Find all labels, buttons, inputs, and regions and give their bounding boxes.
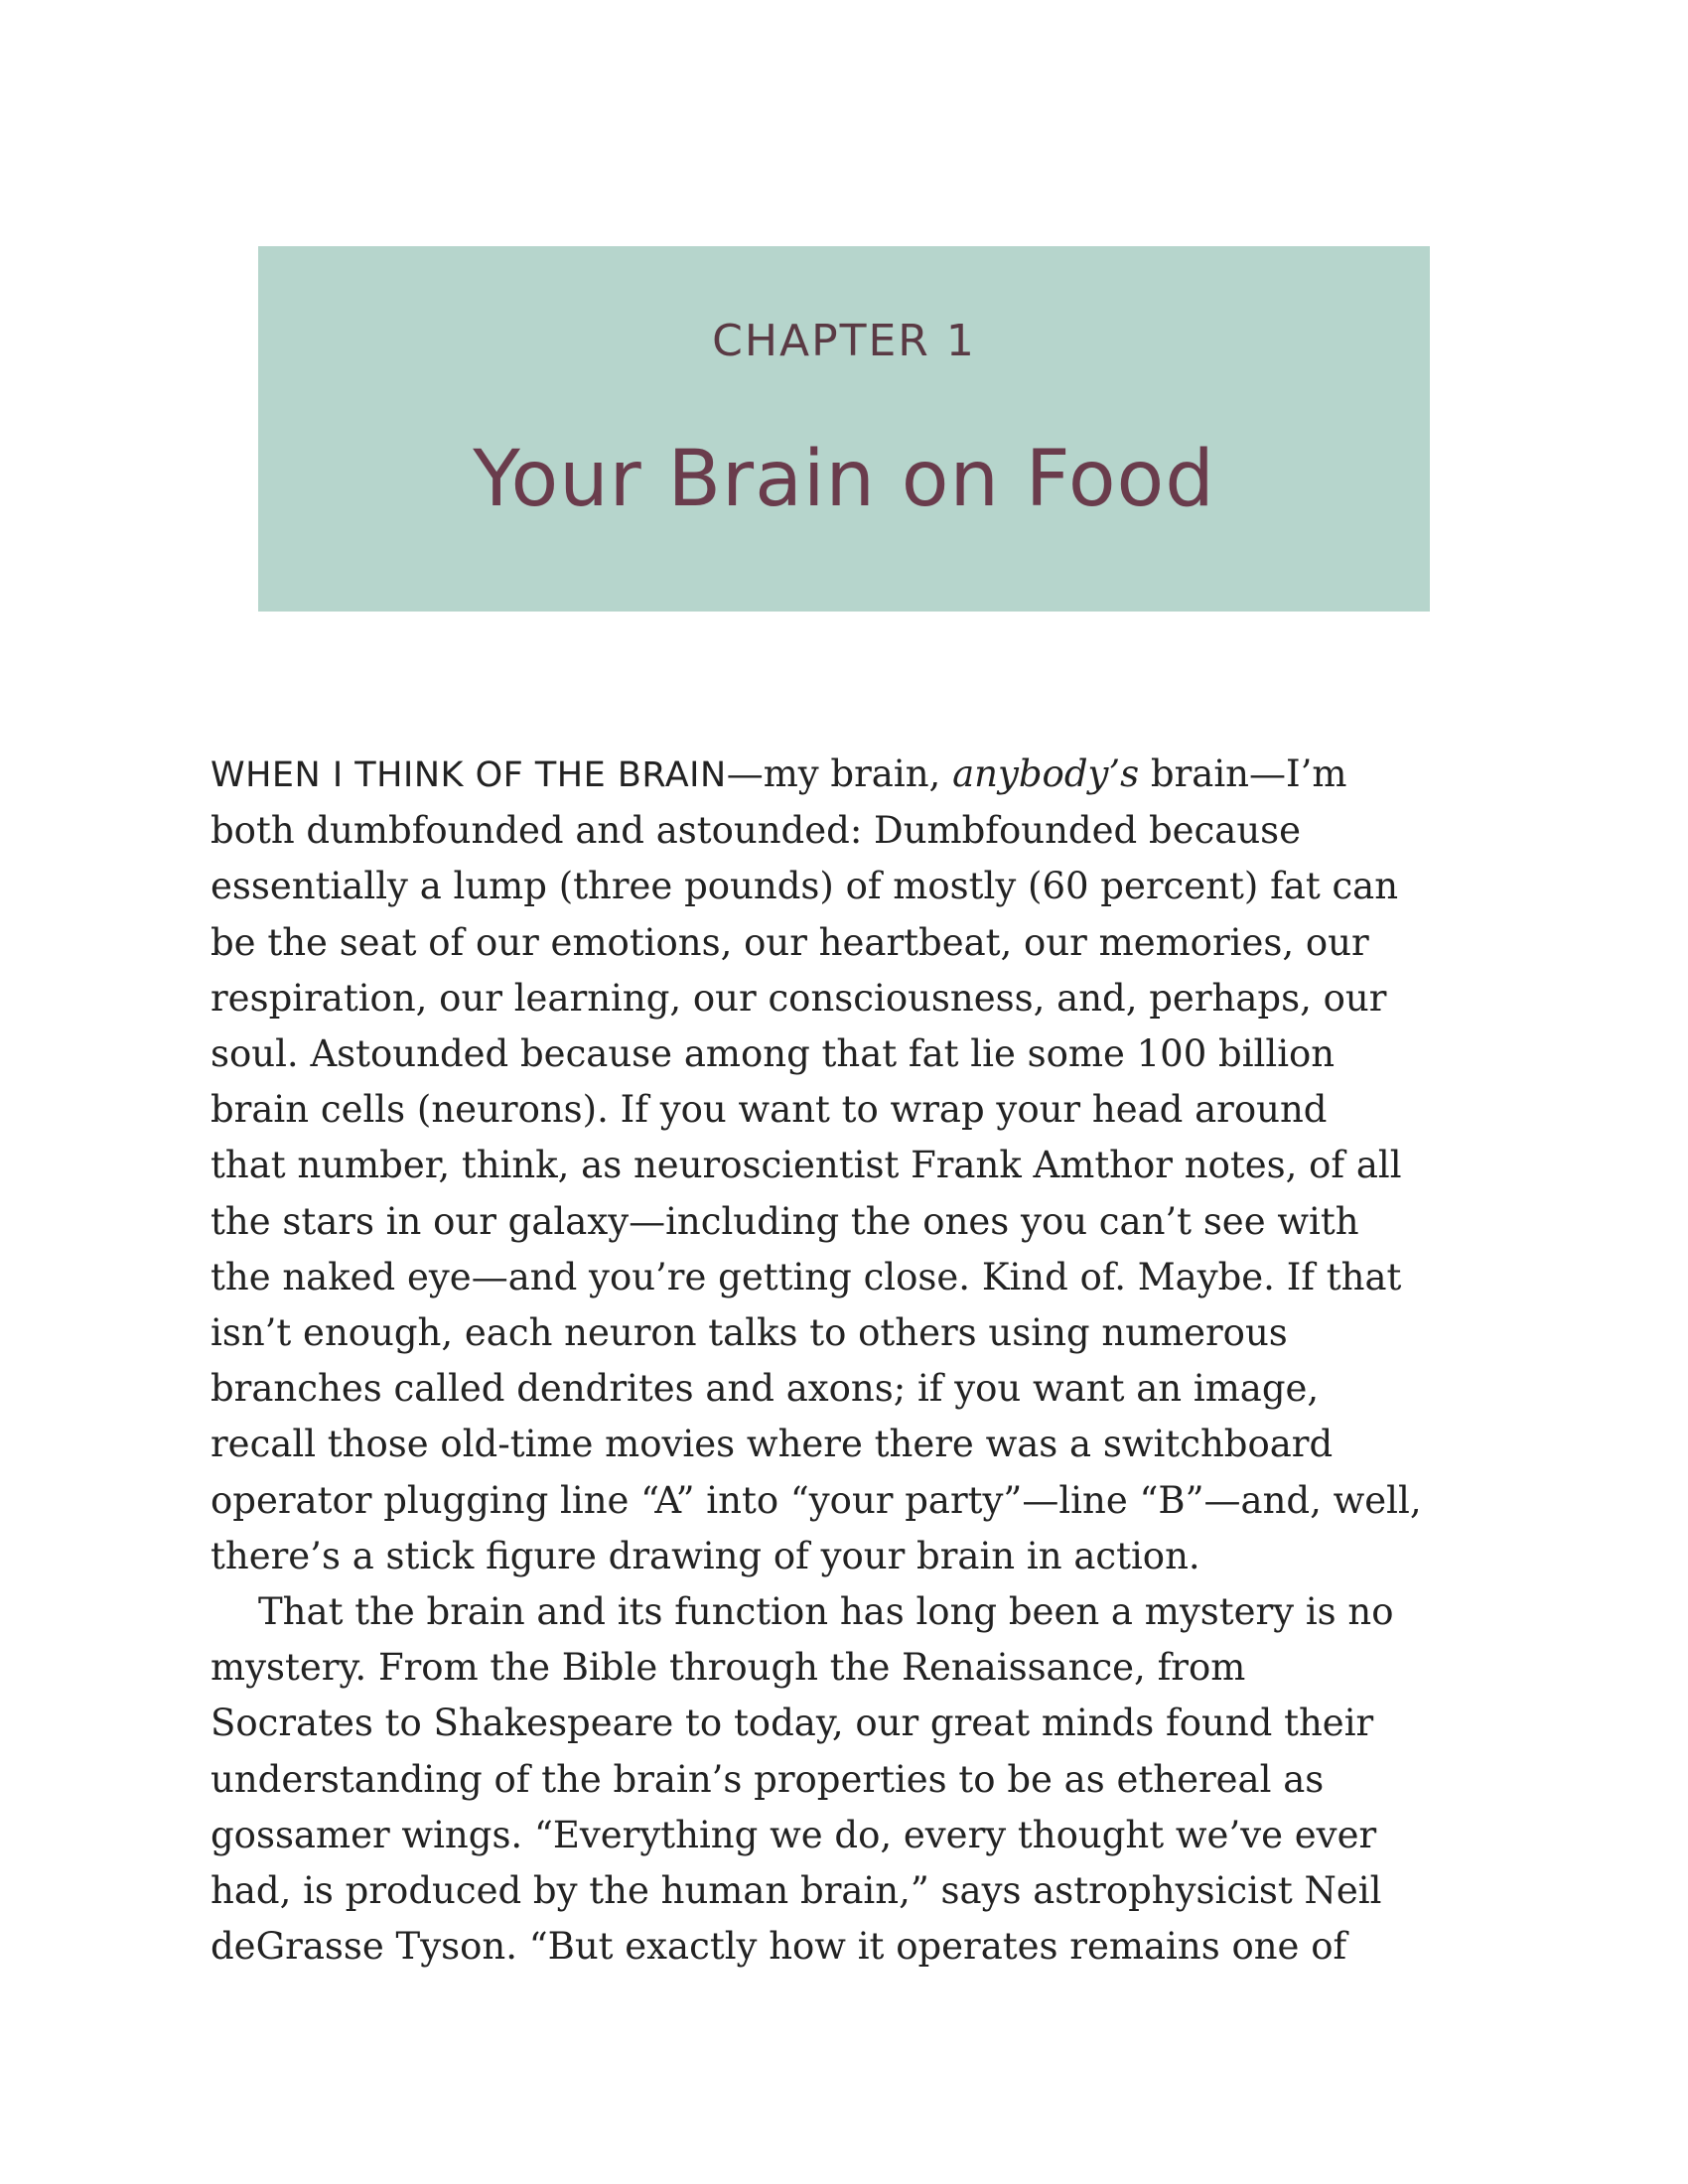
paragraph-1-line: the naked eye—and you’re getting close. Kind of. Maybe. If that: [211, 1255, 1402, 1298]
paragraph-1-line: operator plugging line “A” into “your party”—line “B”—and, well,: [211, 1478, 1422, 1522]
chapter-title: Your Brain on Food: [473, 435, 1215, 524]
text-run: —my brain,: [726, 752, 953, 795]
paragraph-1-line-1: [211, 747, 1481, 803]
paragraph-2-line: had, is produced by the human brain,” says astrophysicist Neil: [211, 1869, 1382, 1913]
paragraph-2-line: mystery. From the Bible through the Renaissance, from: [211, 1646, 1246, 1690]
paragraph-2-line: understanding of the brain’s properties to be as ethereal as: [211, 1757, 1325, 1801]
paragraph-1-line: branches called dendrites and axons; if you want an image,: [211, 1367, 1320, 1411]
lead-in-text: WHEN I THINK OF THE BRAIN: [211, 755, 727, 795]
paragraph-2-line: Socrates to Shakespeare to today, our great minds found their: [211, 1702, 1374, 1745]
paragraph-1-line: be the seat of our emotions, our heartbeat, our memories, our: [211, 920, 1369, 964]
paragraph-1-line: soul. Astounded because among that fat lie some 100 billion: [211, 1032, 1336, 1076]
paragraph-1-line: essentially a lump (three pounds) of mostly (60 percent) fat can: [211, 865, 1399, 908]
paragraph-1-line: both dumbfounded and astounded: Dumbfounded because: [211, 809, 1302, 853]
paragraph-1-line: there’s a stick figure drawing of your brain in action.: [211, 1534, 1200, 1577]
paragraph-1-line: brain cells (neurons). If you want to wrap your head around: [211, 1088, 1328, 1132]
paragraph-1-line: isn’t enough, each neuron talks to others using numerous: [211, 1311, 1288, 1355]
paragraph-1-line: recall those old-time movies where there was a switchboard: [211, 1423, 1334, 1466]
body-text: [211, 747, 1481, 1975]
chapter-label: CHAPTER 1: [712, 316, 976, 366]
paragraph-2-line: deGrasse Tyson. “But exactly how it operates remains one of: [211, 1925, 1347, 1969]
emphasis-text: anybody’s: [952, 752, 1140, 795]
text-run: brain—I’m: [1139, 752, 1347, 795]
paragraph-1-line: the stars in our galaxy—including the ones you can’t see with: [211, 1199, 1359, 1243]
paragraph-1-line: respiration, our learning, our consciousness, and, perhaps, our: [211, 976, 1387, 1020]
paragraph-2-line: That the brain and its function has long been a mystery is no: [258, 1590, 1394, 1634]
chapter-banner: [258, 246, 1430, 612]
paragraph-2-line: gossamer wings. “Everything we do, every thought we’ve ever: [211, 1813, 1377, 1856]
paragraph-1-line: that number, think, as neuroscientist Frank Amthor notes, of all: [211, 1144, 1402, 1187]
